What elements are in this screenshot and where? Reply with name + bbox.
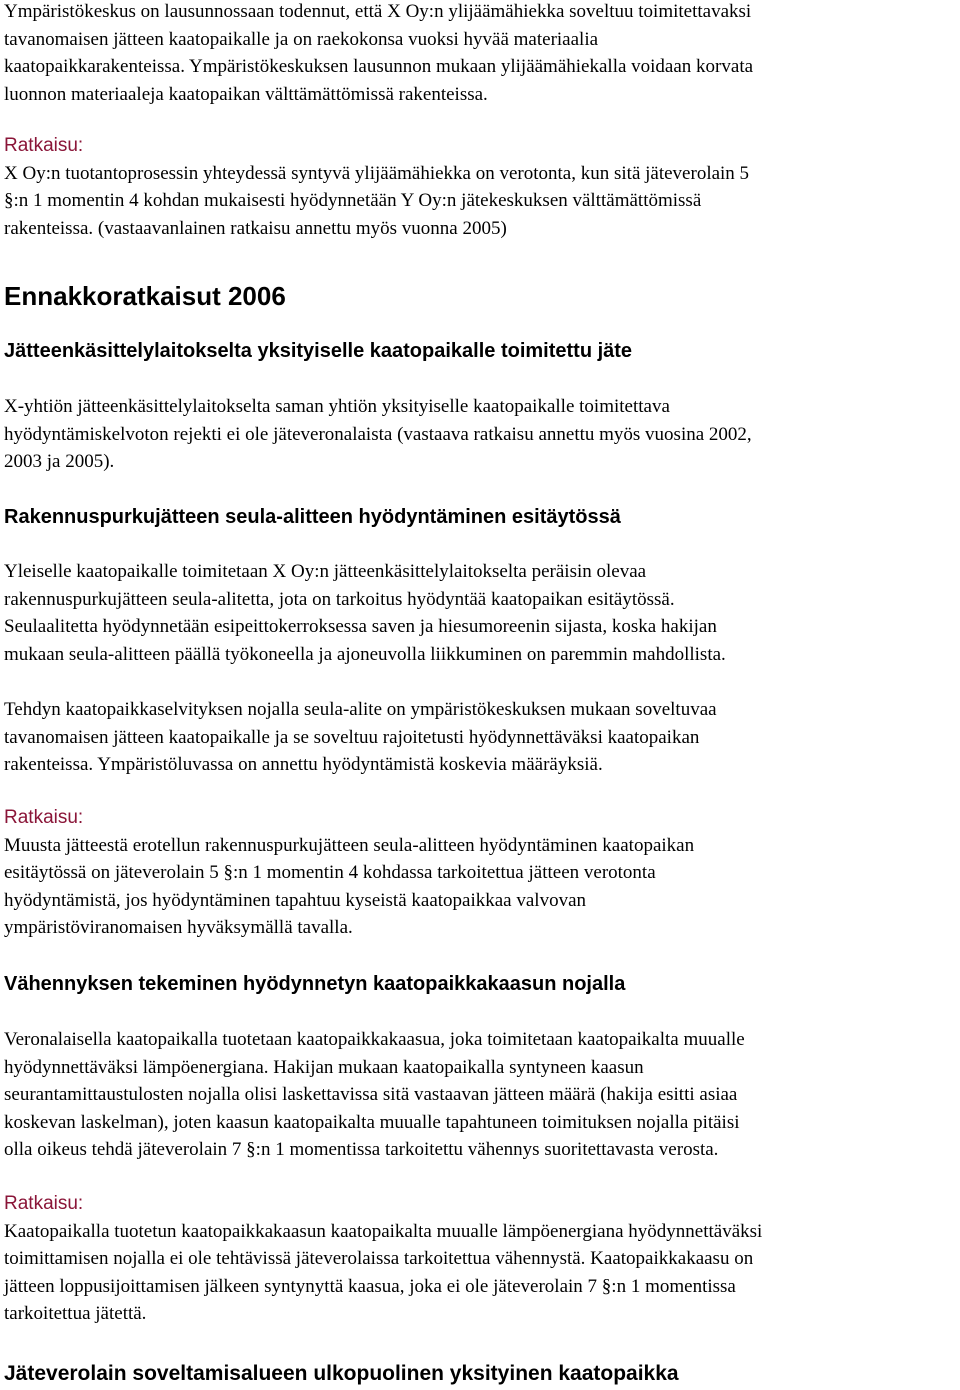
text-line: rakenteissa. (vastaavanlainen ratkaisu annettu myös vuonna 2005) — [4, 217, 507, 239]
text-line: hyödyntämiskelvoton rejekti ei ole jäteveronalaista (vastaava ratkaisu annettu myös vuosina 2002, — [4, 423, 752, 445]
text-line: mukaan seula-alitteen päällä työkoneella ja ajoneuvolla liikkuminen on paremmin mahdollista. — [4, 643, 726, 665]
section-heading: Vähennyksen tekeminen hyödynnetyn kaatopaikkakaasun nojalla — [4, 973, 626, 995]
main-heading: Ennakkoratkaisut 2006 — [4, 281, 286, 311]
section-2-paragraph-1 — [4, 558, 960, 668]
section-1-paragraph — [4, 393, 960, 476]
text-line: kaatopaikkarakenteissa. Ympäristökeskuksen lausunnon mukaan ylijäämähiekalla voidaan korvata — [4, 56, 754, 77]
text-line: jätteen loppusijoittamisen jälkeen syntynyttä kaasua, joka ei ole jäteverolain 7 §:n 1 momentissa — [4, 1275, 736, 1297]
ratkaisu-block-3 — [4, 1190, 960, 1328]
section-heading: Jätteenkäsittelylaitokselta yksityiselle kaatopaikalle toimitettu jäte — [4, 340, 633, 362]
ratkaisu-text — [4, 1218, 960, 1328]
text-line: toimittamisen nojalla ei ole tehtävissä jäteverolaissa tarkoitettua vähennystä. Kaatopaikkakaasu on — [4, 1248, 754, 1269]
text-line: Ympäristökeskus on lausunnossaan todennut, että X Oy:n ylijäämähiekka soveltuu toimitettavaksi — [4, 1, 752, 22]
section-3 — [4, 970, 960, 998]
ratkaisu-label: Ratkaisu: — [4, 807, 84, 828]
text-line: Tehdyn kaatopaikkaselvityksen nojalla seula-alite on ympäristökeskuksen mukaan soveltuvaa — [4, 699, 717, 720]
text-line: hyödyntämistä, jos hyödyntäminen tapahtuu kyseistä kaatopaikkaa valvovan — [4, 889, 587, 911]
text-line: §:n 1 momentin 4 kohdan mukaisesti hyödynnetään Y Oy:n jätekeskuksen välttämättömissä — [4, 190, 702, 211]
text-line: luonnon materiaaleja kaatopaikan välttämättömissä rakenteissa. — [4, 83, 488, 105]
text-line: rakenteissa. Ympäristöluvassa on annettu hyödyntämistä koskevia määräyksiä. — [4, 754, 603, 775]
ratkaisu-text — [4, 832, 960, 942]
text-line: koskevan laskelman), joten kaasun kaatopaikalta muualle tapahtuneen toimituksen nojalla pitäisi — [4, 1111, 740, 1133]
ratkaisu-label: Ratkaisu: — [4, 1193, 84, 1214]
section-heading: Jäteverolain soveltamisalueen ulkopuolinen yksityinen kaatopaikka — [4, 1362, 679, 1385]
text-line: Muusta jätteestä erotellun rakennuspurkujätteen seula-alitteen hyödyntäminen kaatopaikan — [4, 834, 695, 856]
section-2-paragraph-2 — [4, 696, 960, 779]
text-line: seurantamittaustulosten nojalla olisi laskettavissa sitä vastaavan jätteen määrä (hakija esitti asiaa — [4, 1084, 738, 1105]
text-line: tarkoitettua jätettä. — [4, 1303, 147, 1324]
section-heading: Rakennuspurkujätteen seula-alitteen hyödyntäminen esitäytössä — [4, 506, 621, 528]
section-4 — [4, 1360, 960, 1388]
section-2 — [4, 503, 960, 531]
text-line: rakennuspurkujätteen seula-alitetta, jota on tarkoitus hyödyntää kaatopaikan esitäytössä. — [4, 588, 675, 610]
ratkaisu-block-1 — [4, 132, 960, 242]
text-line: X-yhtiön jätteenkäsittelylaitokselta saman yhtiön yksityiselle kaatopaikalle toimitettava — [4, 396, 670, 417]
text-line: Yleiselle kaatopaikalle toimitetaan X Oy:n jätteenkäsittelylaitokselta peräisin olevaa — [4, 561, 647, 582]
text-line: olla oikeus tehdä jäteverolain 7 §:n 1 momentissa tarkoitettu vähennys suoritettavasta verosta. — [4, 1139, 719, 1160]
ratkaisu-label: Ratkaisu: — [4, 135, 84, 156]
intro-paragraph — [4, 0, 960, 108]
ratkaisu-text — [4, 160, 960, 243]
text-line: tavanomaisen jätteen kaatopaikalle ja se soveltuu rajoitetusti hyödynnettäväksi kaatopaikan — [4, 726, 700, 748]
text-line: Veronalaisella kaatopaikalla tuotetaan kaatopaikkakaasua, joka toimitetaan kaatopaikalta muualle — [4, 1029, 745, 1050]
text-line: X Oy:n tuotantoprosessin yhteydessä syntyvä ylijäämähiekka on verotonta, kun sitä jäteverolain 5 — [4, 162, 750, 184]
section-1 — [4, 337, 960, 365]
text-line: Kaatopaikalla tuotetun kaatopaikkakaasun kaatopaikalta muualle lämpöenergiana hyödynnettäväksi — [4, 1220, 763, 1242]
section-3-paragraph — [4, 1026, 960, 1164]
text-line: Seulaalitetta hyödynnetään esipeittokerroksessa saven ja hiesumoreenin sijasta, koska hakijan — [4, 616, 717, 637]
text-line: esitäytössä on jäteverolain 5 §:n 1 momentin 4 kohdassa tarkoitettua jätteen verotonta — [4, 862, 656, 883]
ratkaisu-block-2 — [4, 804, 960, 942]
text-line: ympäristöviranomaisen hyväksymällä tavalla. — [4, 917, 353, 938]
text-line: 2003 ja 2005). — [4, 451, 115, 472]
text-line: hyödynnettäväksi lämpöenergiana. Hakijan mukaan kaatopaikalla syntyneen kaasun — [4, 1056, 644, 1078]
text-line: tavanomaisen jätteen kaatopaikalle ja on raekokonsa vuoksi hyvää materiaalia — [4, 28, 599, 50]
